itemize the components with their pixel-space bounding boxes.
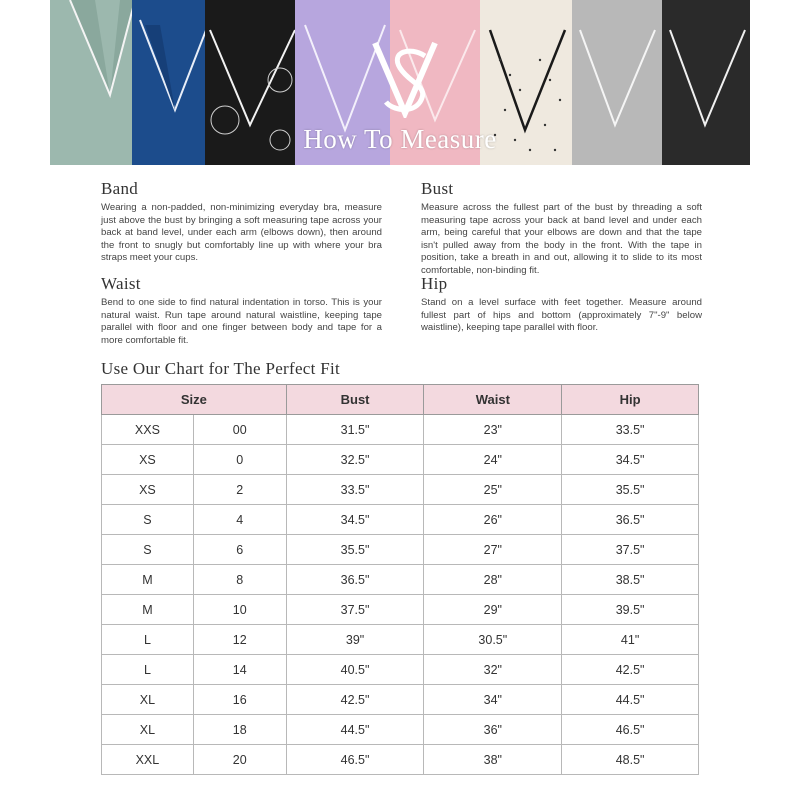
waist-title: Waist <box>101 274 141 293</box>
size-letter-cell: M <box>102 565 194 595</box>
table-row <box>102 715 699 745</box>
hip-cell: 42.5" <box>562 655 699 685</box>
bust-cell: 42.5" <box>286 685 424 715</box>
table-row <box>102 415 699 445</box>
waist-cell: 28" <box>424 565 562 595</box>
bust-cell: 44.5" <box>286 715 424 745</box>
hip-cell: 36.5" <box>562 505 699 535</box>
size-letter-cell: XL <box>102 685 194 715</box>
size-number-cell: 2 <box>193 475 286 505</box>
waist-cell: 36" <box>424 715 562 745</box>
table-row <box>102 625 699 655</box>
table-header-row <box>102 385 699 415</box>
chart-heading: Use Our Chart for The Perfect Fit <box>101 359 341 378</box>
hip-cell: 38.5" <box>562 565 699 595</box>
size-letter-cell: XS <box>102 445 194 475</box>
waist-cell: 38" <box>424 745 562 775</box>
size-number-cell: 00 <box>193 415 286 445</box>
header-waist: Waist <box>424 385 562 415</box>
size-letter-cell: XXL <box>102 745 194 775</box>
size-number-cell: 6 <box>193 535 286 565</box>
bust-cell: 40.5" <box>286 655 424 685</box>
size-letter-cell: L <box>102 655 194 685</box>
size-number-cell: 10 <box>193 595 286 625</box>
waist-cell: 25" <box>424 475 562 505</box>
bust-section <box>421 179 702 278</box>
hip-text: Stand on a level surface with feet together. Measure around fullest part of hips and bottom (approximately 7"-9" below waistline), keeping tape parallel with floor. <box>421 297 702 334</box>
table-row <box>102 445 699 475</box>
size-letter-cell: XXS <box>102 415 194 445</box>
waist-cell: 26" <box>424 505 562 535</box>
bust-cell: 32.5" <box>286 445 424 475</box>
header-hip: Hip <box>562 385 699 415</box>
header-banner <box>50 0 750 165</box>
hip-cell: 35.5" <box>562 475 699 505</box>
hip-cell: 44.5" <box>562 685 699 715</box>
hip-cell: 34.5" <box>562 445 699 475</box>
bust-cell: 36.5" <box>286 565 424 595</box>
vs-monogram-logo <box>360 38 450 118</box>
bust-cell: 46.5" <box>286 745 424 775</box>
waist-cell: 30.5" <box>424 625 562 655</box>
header-size: Size <box>102 385 287 415</box>
size-letter-cell: M <box>102 595 194 625</box>
table-row <box>102 595 699 625</box>
size-letter-cell: XS <box>102 475 194 505</box>
bust-title: Bust <box>421 179 454 198</box>
header-bust: Bust <box>286 385 424 415</box>
size-number-cell: 8 <box>193 565 286 595</box>
waist-cell: 27" <box>424 535 562 565</box>
bust-cell: 37.5" <box>286 595 424 625</box>
hip-cell: 41" <box>562 625 699 655</box>
banner-title: How To Measure <box>303 124 497 154</box>
bust-cell: 33.5" <box>286 475 424 505</box>
hip-cell: 46.5" <box>562 715 699 745</box>
waist-cell: 34" <box>424 685 562 715</box>
table-row <box>102 535 699 565</box>
size-letter-cell: L <box>102 625 194 655</box>
waist-section <box>101 274 382 347</box>
hip-cell: 39.5" <box>562 595 699 625</box>
size-number-cell: 12 <box>193 625 286 655</box>
size-letter-cell: S <box>102 505 194 535</box>
band-text: Wearing a non-padded, non-minimizing everyday bra, measure just above the bust by bringing a soft measuring tape across your back at band level, under each arm (elbows down), then around the front to snugly but comfortably line up with where your bra straps meet your cups. <box>101 202 382 264</box>
table-row <box>102 565 699 595</box>
band-section <box>101 179 382 265</box>
hip-cell: 48.5" <box>562 745 699 775</box>
size-number-cell: 20 <box>193 745 286 775</box>
band-title: Band <box>101 179 139 198</box>
waist-cell: 23" <box>424 415 562 445</box>
hip-section <box>421 274 702 335</box>
size-number-cell: 0 <box>193 445 286 475</box>
table-row <box>102 685 699 715</box>
bust-cell: 34.5" <box>286 505 424 535</box>
waist-cell: 32" <box>424 655 562 685</box>
hip-title: Hip <box>421 274 448 293</box>
hip-cell: 37.5" <box>562 535 699 565</box>
waist-cell: 24" <box>424 445 562 475</box>
size-chart-table <box>101 384 699 775</box>
table-row <box>102 655 699 685</box>
waist-text: Bend to one side to find natural indentation in torso. This is your natural waist. Run tape around natural waistline, keeping tape parallel with floor and one finger between body and tape for a more comfortable fit. <box>101 297 382 346</box>
size-number-cell: 14 <box>193 655 286 685</box>
bust-cell: 39" <box>286 625 424 655</box>
size-number-cell: 18 <box>193 715 286 745</box>
bust-text: Measure across the fullest part of the bust by threading a soft measuring tape across your back at band level and under each arm, being careful that your elbows are down and that the tape isn't pulled away from the body in the front. With the tape in position, take a breath in and out, allowing it to slide to its most comfortable, non-binding fit. <box>421 202 702 276</box>
size-letter-cell: XL <box>102 715 194 745</box>
bust-cell: 35.5" <box>286 535 424 565</box>
hip-cell: 33.5" <box>562 415 699 445</box>
table-row <box>102 505 699 535</box>
size-letter-cell: S <box>102 535 194 565</box>
size-number-cell: 4 <box>193 505 286 535</box>
table-row <box>102 475 699 505</box>
bust-cell: 31.5" <box>286 415 424 445</box>
table-row <box>102 745 699 775</box>
waist-cell: 29" <box>424 595 562 625</box>
size-number-cell: 16 <box>193 685 286 715</box>
